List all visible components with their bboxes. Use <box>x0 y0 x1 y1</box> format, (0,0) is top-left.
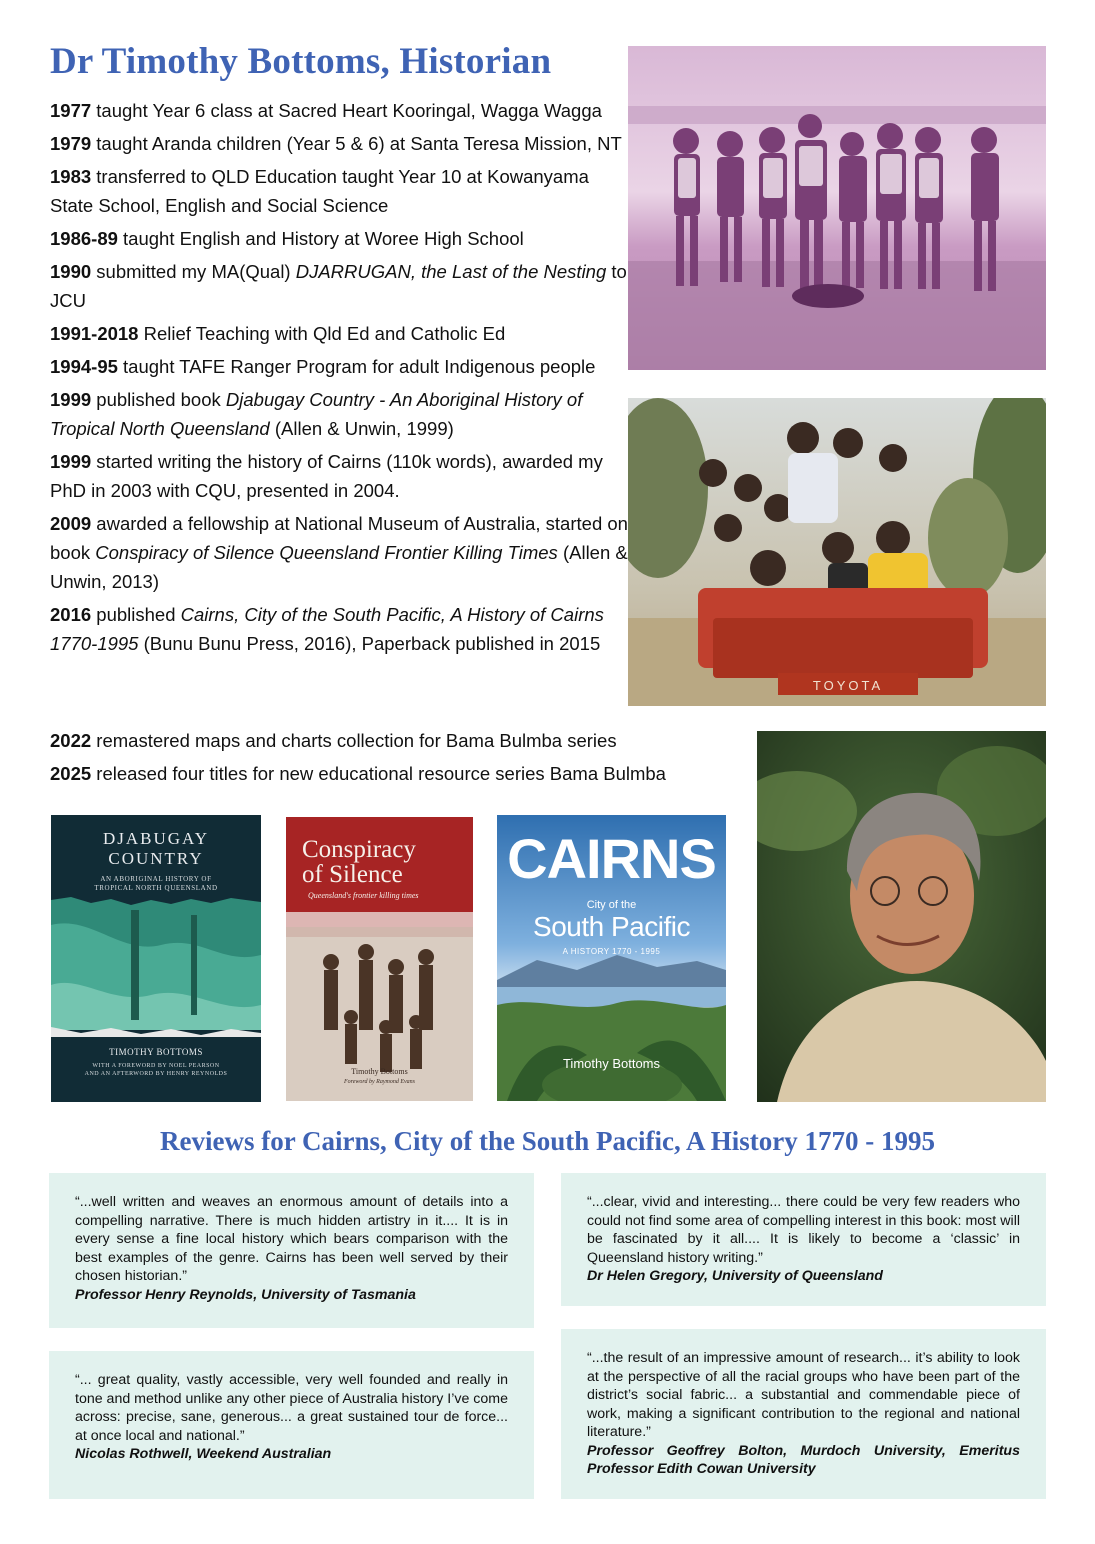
review-author: Professor Geoffrey Bolton, Murdoch University, Emeritus Professor Edith Cowan University <box>587 1442 1020 1477</box>
book-foreword: WITH A FOREWORD BY NOEL PEARSON <box>92 1063 220 1069</box>
book-author: Timothy Bottoms <box>562 1056 661 1071</box>
review-author: Professor Henry Reynolds, University of Tasmania <box>75 1286 416 1303</box>
timeline-item: 2025 released four titles for new educational resource series Bama Bulmba <box>50 763 666 784</box>
book-subtitle: TROPICAL NORTH QUEENSLAND <box>94 884 218 892</box>
photo-toyota-group-image <box>628 398 1046 706</box>
review-card <box>49 1173 534 1328</box>
timeline-item: 1994-95 taught TAFE Ranger Program for adult Indigenous people <box>50 356 596 377</box>
timeline-item: 2009 awarded a fellowship at National Museum of Australia, started on book Conspiracy of Silence Queensland Frontier Killing Times (Allen & Unwin, 2013) <box>50 513 628 592</box>
timeline-item: 1999 started writing the history of Cairns (110k words), awarded my PhD in 2003 with CQU, presented in 2004. <box>50 451 603 501</box>
book-author: TIMOTHY BOTTOMS <box>109 1047 203 1057</box>
book-title: Conspiracy <box>302 836 416 863</box>
timeline-item: 1991-2018 Relief Teaching with Qld Ed and Catholic Ed <box>50 323 506 344</box>
timeline-item: 1986-89 taught English and History at Woree High School <box>50 228 524 249</box>
photo-class-group <box>628 46 1046 370</box>
photo-toyota-group <box>628 398 1046 706</box>
book-title: DJABUGAY <box>102 829 210 848</box>
toyota-plate-text: TOYOTA <box>812 678 884 693</box>
book-title: CAIRNS <box>507 827 716 890</box>
review-quote: “... great quality, vastly accessible, very well founded and really in tone and method unlike any other piece of Australia history I’ve come across: precise, sane, generous... a great sustained tour de force... at once local and national.” <box>75 1372 508 1444</box>
book-cover-cairns <box>497 815 726 1101</box>
book-cover-conspiracy <box>286 817 473 1101</box>
photo-class-group-image <box>628 46 1046 370</box>
book-subtitle: A HISTORY 1770 - 1995 <box>562 947 661 956</box>
timeline-item: 1983 transferred to QLD Education taught Year 10 at Kowanyama State School, English and Social Science <box>50 166 589 216</box>
book-title: COUNTRY <box>108 849 204 868</box>
photo-portrait <box>757 731 1046 1102</box>
timeline-item: 2016 published Cairns, City of the South Pacific, A History of Cairns 1770-1995 (Bunu Bunu Press, 2016), Paperback published in 2015 <box>50 604 604 654</box>
review-author: Dr Helen Gregory, University of Queensland <box>587 1268 883 1284</box>
book-title: of Silence <box>302 861 403 888</box>
review-card <box>49 1351 534 1499</box>
review-quote: “...the result of an impressive amount of research... it’s ability to look at the perspective of all the racial groups who have been part of the district’s social fabric... a substantial and commendable piece of work, making a significant contribution to the regional and national literature.” <box>587 1350 1020 1440</box>
timeline-item: 1979 taught Aranda children (Year 5 & 6) at Santa Teresa Mission, NT <box>50 133 622 154</box>
review-author: Nicolas Rothwell, Weekend Australian <box>75 1446 332 1462</box>
book-author: Timothy Bottoms <box>351 1067 408 1076</box>
book-subtitle: AN ABORIGINAL HISTORY OF <box>100 875 212 883</box>
reviews-heading: Reviews for Cairns, City of the South Pacific, A History 1770 - 1995 <box>160 1126 935 1156</box>
timeline-item: 1977 taught Year 6 class at Sacred Heart Kooringal, Wagga Wagga <box>50 100 602 121</box>
timeline-item: 1999 published book Djabugay Country - An Aboriginal History of Tropical North Queensland (Allen & Unwin, 1999) <box>50 389 583 439</box>
book-foreword: Foreword by Raymond Evans <box>343 1079 416 1085</box>
book-foreword: AND AN AFTERWORD BY HENRY REYNOLDS <box>84 1071 228 1077</box>
book-cover-djabugay <box>51 815 261 1102</box>
review-quote: “...well written and weaves an enormous amount of details into a compelling narrative. There is much hidden artistry in it.... It is in every sense a fine local history which bears comparison with the best examples of the genre. Cairns has been well served by their chosen historian.” <box>75 1194 508 1284</box>
review-quote: “...clear, vivid and interesting... there could be very few readers who could not find some area of compelling interest in this book: most will be fascinated by it all.... It is likely to become a ‘classic’ in Queensland history writing.” <box>587 1194 1020 1266</box>
book-subtitle: Queensland's frontier killing times <box>308 891 419 900</box>
review-card <box>561 1329 1046 1499</box>
review-card <box>561 1173 1046 1306</box>
timeline-item: 2022 remastered maps and charts collection for Bama Bulmba series <box>50 730 617 751</box>
timeline <box>50 96 630 662</box>
timeline-item: 1990 submitted my MA(Qual) DJARRUGAN, the Last of the Nesting to JCU <box>50 261 627 311</box>
book-subtitle: South Pacific <box>533 911 690 942</box>
book-subtitle: City of the <box>586 899 637 911</box>
photo-portrait-image <box>757 731 1046 1102</box>
page-title: Dr Timothy Bottoms, Historian <box>50 41 552 82</box>
